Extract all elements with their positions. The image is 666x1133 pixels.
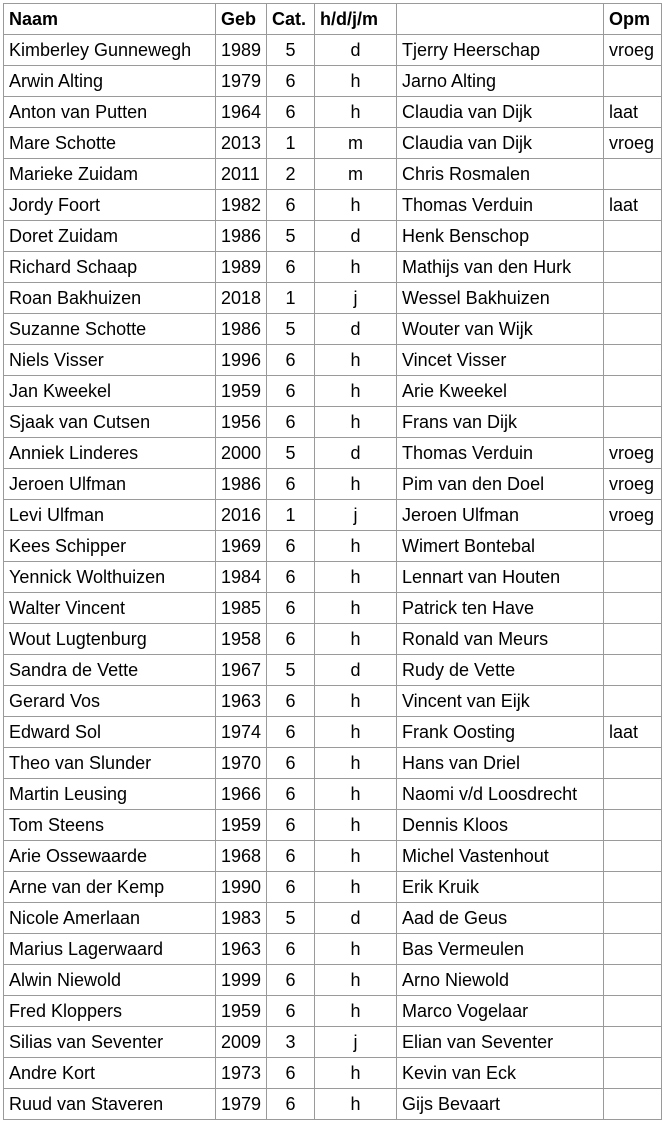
cell-naam: Arne van der Kemp (4, 872, 216, 903)
cell-geb: 1958 (216, 624, 267, 655)
cell-opm (604, 655, 662, 686)
table-row (4, 283, 662, 314)
cell-hdjm: h (315, 810, 397, 841)
cell-opm (604, 345, 662, 376)
cell-naam: Marieke Zuidam (4, 159, 216, 190)
cell-cat: 6 (267, 717, 315, 748)
cell-opm (604, 748, 662, 779)
cell-opm: laat (604, 717, 662, 748)
cell-opm (604, 283, 662, 314)
cell-hdjm: h (315, 872, 397, 903)
cell-companion: Frank Oosting (397, 717, 604, 748)
cell-companion: Thomas Verduin (397, 190, 604, 221)
cell-opm (604, 779, 662, 810)
cell-cat: 6 (267, 407, 315, 438)
cell-geb: 1969 (216, 531, 267, 562)
header-companion (397, 4, 604, 35)
cell-naam: Jeroen Ulfman (4, 469, 216, 500)
cell-geb: 1990 (216, 872, 267, 903)
cell-geb: 2018 (216, 283, 267, 314)
table-row (4, 438, 662, 469)
cell-opm (604, 965, 662, 996)
cell-opm (604, 376, 662, 407)
cell-naam: Arie Ossewaarde (4, 841, 216, 872)
table-row (4, 655, 662, 686)
cell-cat: 5 (267, 903, 315, 934)
cell-companion: Wimert Bontebal (397, 531, 604, 562)
cell-opm: laat (604, 190, 662, 221)
table-row (4, 841, 662, 872)
cell-opm (604, 624, 662, 655)
cell-hdjm: j (315, 500, 397, 531)
header-opm: Opm (604, 4, 662, 35)
cell-hdjm: h (315, 841, 397, 872)
cell-companion: Bas Vermeulen (397, 934, 604, 965)
header-hdjm: h/d/j/m (315, 4, 397, 35)
cell-geb: 1986 (216, 221, 267, 252)
cell-naam: Sjaak van Cutsen (4, 407, 216, 438)
cell-companion: Marco Vogelaar (397, 996, 604, 1027)
cell-naam: Ruud van Staveren (4, 1089, 216, 1120)
cell-opm (604, 872, 662, 903)
cell-opm (604, 996, 662, 1027)
table-row (4, 686, 662, 717)
cell-hdjm: h (315, 1058, 397, 1089)
cell-companion: Michel Vastenhout (397, 841, 604, 872)
table-row (4, 624, 662, 655)
cell-hdjm: m (315, 159, 397, 190)
cell-naam: Sandra de Vette (4, 655, 216, 686)
cell-cat: 6 (267, 810, 315, 841)
cell-hdjm: j (315, 283, 397, 314)
cell-naam: Niels Visser (4, 345, 216, 376)
table-row (4, 810, 662, 841)
cell-cat: 6 (267, 748, 315, 779)
cell-geb: 1989 (216, 35, 267, 66)
cell-geb: 1966 (216, 779, 267, 810)
cell-geb: 1974 (216, 717, 267, 748)
cell-companion: Gijs Bevaart (397, 1089, 604, 1120)
cell-cat: 6 (267, 624, 315, 655)
cell-companion: Lennart van Houten (397, 562, 604, 593)
cell-cat: 1 (267, 500, 315, 531)
cell-companion: Mathijs van den Hurk (397, 252, 604, 283)
cell-cat: 3 (267, 1027, 315, 1058)
cell-geb: 1979 (216, 1089, 267, 1120)
cell-naam: Richard Schaap (4, 252, 216, 283)
cell-cat: 6 (267, 190, 315, 221)
table-row (4, 748, 662, 779)
cell-companion: Vincet Visser (397, 345, 604, 376)
cell-geb: 2016 (216, 500, 267, 531)
cell-naam: Tom Steens (4, 810, 216, 841)
cell-cat: 1 (267, 283, 315, 314)
cell-opm (604, 531, 662, 562)
participants-table (3, 3, 662, 1120)
table-row (4, 779, 662, 810)
cell-naam: Mare Schotte (4, 128, 216, 159)
cell-naam: Theo van Slunder (4, 748, 216, 779)
cell-hdjm: d (315, 903, 397, 934)
table-row (4, 562, 662, 593)
cell-companion: Vincent van Eijk (397, 686, 604, 717)
cell-naam: Alwin Niewold (4, 965, 216, 996)
cell-geb: 1959 (216, 810, 267, 841)
cell-cat: 5 (267, 221, 315, 252)
cell-opm (604, 1089, 662, 1120)
cell-geb: 1964 (216, 97, 267, 128)
cell-cat: 5 (267, 35, 315, 66)
cell-companion: Rudy de Vette (397, 655, 604, 686)
cell-cat: 6 (267, 531, 315, 562)
table-row (4, 128, 662, 159)
cell-hdjm: h (315, 190, 397, 221)
cell-opm: vroeg (604, 500, 662, 531)
table-row (4, 903, 662, 934)
cell-hdjm: h (315, 252, 397, 283)
header-cat: Cat. (267, 4, 315, 35)
cell-opm (604, 841, 662, 872)
cell-naam: Wout Lugtenburg (4, 624, 216, 655)
cell-naam: Jan Kweekel (4, 376, 216, 407)
cell-geb: 2009 (216, 1027, 267, 1058)
cell-cat: 6 (267, 965, 315, 996)
cell-geb: 1982 (216, 190, 267, 221)
cell-hdjm: h (315, 376, 397, 407)
table-row (4, 717, 662, 748)
cell-hdjm: d (315, 438, 397, 469)
table-row (4, 376, 662, 407)
cell-cat: 1 (267, 128, 315, 159)
table-row (4, 35, 662, 66)
cell-geb: 1973 (216, 1058, 267, 1089)
cell-naam: Edward Sol (4, 717, 216, 748)
cell-hdjm: h (315, 1089, 397, 1120)
cell-hdjm: d (315, 221, 397, 252)
cell-naam: Doret Zuidam (4, 221, 216, 252)
cell-opm: vroeg (604, 469, 662, 500)
cell-geb: 2011 (216, 159, 267, 190)
table-row (4, 159, 662, 190)
cell-hdjm: h (315, 624, 397, 655)
cell-hdjm: d (315, 35, 397, 66)
cell-hdjm: h (315, 965, 397, 996)
cell-companion: Kevin van Eck (397, 1058, 604, 1089)
cell-companion: Jarno Alting (397, 66, 604, 97)
table-row (4, 872, 662, 903)
cell-opm (604, 934, 662, 965)
cell-naam: Martin Leusing (4, 779, 216, 810)
cell-companion: Erik Kruik (397, 872, 604, 903)
cell-hdjm: d (315, 314, 397, 345)
cell-naam: Andre Kort (4, 1058, 216, 1089)
cell-naam: Nicole Amerlaan (4, 903, 216, 934)
cell-companion: Patrick ten Have (397, 593, 604, 624)
cell-geb: 1967 (216, 655, 267, 686)
cell-geb: 1999 (216, 965, 267, 996)
cell-cat: 6 (267, 97, 315, 128)
cell-naam: Yennick Wolthuizen (4, 562, 216, 593)
cell-cat: 6 (267, 593, 315, 624)
cell-geb: 1989 (216, 252, 267, 283)
cell-hdjm: h (315, 469, 397, 500)
cell-naam: Kimberley Gunnewegh (4, 35, 216, 66)
cell-hdjm: d (315, 655, 397, 686)
cell-hdjm: m (315, 128, 397, 159)
cell-opm (604, 1058, 662, 1089)
cell-opm: vroeg (604, 35, 662, 66)
cell-opm: vroeg (604, 438, 662, 469)
cell-cat: 6 (267, 469, 315, 500)
cell-naam: Suzanne Schotte (4, 314, 216, 345)
cell-companion: Naomi v/d Loosdrecht (397, 779, 604, 810)
header-naam: Naam (4, 4, 216, 35)
cell-companion: Aad de Geus (397, 903, 604, 934)
cell-naam: Silias van Seventer (4, 1027, 216, 1058)
cell-cat: 2 (267, 159, 315, 190)
cell-cat: 6 (267, 562, 315, 593)
cell-geb: 1986 (216, 314, 267, 345)
cell-opm (604, 66, 662, 97)
cell-hdjm: h (315, 996, 397, 1027)
header-row (4, 4, 662, 35)
cell-hdjm: h (315, 531, 397, 562)
cell-hdjm: h (315, 407, 397, 438)
cell-hdjm: h (315, 934, 397, 965)
cell-opm (604, 159, 662, 190)
cell-companion: Tjerry Heerschap (397, 35, 604, 66)
cell-cat: 6 (267, 686, 315, 717)
cell-opm (604, 252, 662, 283)
cell-opm (604, 221, 662, 252)
table-row (4, 965, 662, 996)
cell-cat: 6 (267, 66, 315, 97)
table-row (4, 500, 662, 531)
table-row (4, 531, 662, 562)
cell-hdjm: h (315, 717, 397, 748)
cell-geb: 1956 (216, 407, 267, 438)
cell-cat: 6 (267, 252, 315, 283)
cell-companion: Elian van Seventer (397, 1027, 604, 1058)
cell-companion: Claudia van Dijk (397, 97, 604, 128)
cell-companion: Chris Rosmalen (397, 159, 604, 190)
cell-hdjm: h (315, 345, 397, 376)
cell-opm (604, 314, 662, 345)
cell-cat: 6 (267, 779, 315, 810)
table-row (4, 996, 662, 1027)
cell-hdjm: h (315, 686, 397, 717)
cell-naam: Arwin Alting (4, 66, 216, 97)
cell-naam: Kees Schipper (4, 531, 216, 562)
table-row (4, 345, 662, 376)
cell-companion: Claudia van Dijk (397, 128, 604, 159)
cell-hdjm: h (315, 779, 397, 810)
table-row (4, 934, 662, 965)
cell-companion: Wouter van Wijk (397, 314, 604, 345)
table-row (4, 1089, 662, 1120)
table-row (4, 190, 662, 221)
cell-cat: 5 (267, 438, 315, 469)
cell-opm: laat (604, 97, 662, 128)
table-row (4, 97, 662, 128)
cell-geb: 1963 (216, 686, 267, 717)
cell-cat: 6 (267, 1089, 315, 1120)
cell-companion: Jeroen Ulfman (397, 500, 604, 531)
cell-geb: 1970 (216, 748, 267, 779)
cell-cat: 6 (267, 872, 315, 903)
cell-geb: 1996 (216, 345, 267, 376)
cell-companion: Frans van Dijk (397, 407, 604, 438)
cell-cat: 6 (267, 345, 315, 376)
cell-cat: 5 (267, 314, 315, 345)
cell-opm (604, 903, 662, 934)
cell-cat: 6 (267, 1058, 315, 1089)
table-row (4, 314, 662, 345)
cell-companion: Arno Niewold (397, 965, 604, 996)
cell-companion: Henk Benschop (397, 221, 604, 252)
cell-geb: 1959 (216, 996, 267, 1027)
cell-cat: 6 (267, 376, 315, 407)
cell-geb: 1985 (216, 593, 267, 624)
cell-cat: 5 (267, 655, 315, 686)
table-row (4, 252, 662, 283)
cell-opm (604, 593, 662, 624)
cell-hdjm: j (315, 1027, 397, 1058)
cell-hdjm: h (315, 562, 397, 593)
cell-companion: Ronald van Meurs (397, 624, 604, 655)
cell-geb: 1979 (216, 66, 267, 97)
cell-naam: Walter Vincent (4, 593, 216, 624)
cell-geb: 2000 (216, 438, 267, 469)
cell-geb: 1983 (216, 903, 267, 934)
cell-naam: Roan Bakhuizen (4, 283, 216, 314)
cell-geb: 1959 (216, 376, 267, 407)
table-body (4, 35, 662, 1120)
cell-naam: Marius Lagerwaard (4, 934, 216, 965)
cell-cat: 6 (267, 996, 315, 1027)
table-row (4, 221, 662, 252)
cell-geb: 1968 (216, 841, 267, 872)
cell-hdjm: h (315, 748, 397, 779)
table-row (4, 469, 662, 500)
cell-naam: Anniek Linderes (4, 438, 216, 469)
table-row (4, 407, 662, 438)
cell-companion: Wessel Bakhuizen (397, 283, 604, 314)
cell-companion: Arie Kweekel (397, 376, 604, 407)
table-row (4, 593, 662, 624)
cell-cat: 6 (267, 841, 315, 872)
cell-naam: Jordy Foort (4, 190, 216, 221)
cell-companion: Thomas Verduin (397, 438, 604, 469)
cell-geb: 1986 (216, 469, 267, 500)
cell-opm: vroeg (604, 128, 662, 159)
cell-opm (604, 1027, 662, 1058)
cell-naam: Gerard Vos (4, 686, 216, 717)
cell-companion: Hans van Driel (397, 748, 604, 779)
cell-geb: 1963 (216, 934, 267, 965)
cell-cat: 6 (267, 934, 315, 965)
header-geb: Geb (216, 4, 267, 35)
cell-opm (604, 810, 662, 841)
cell-geb: 1984 (216, 562, 267, 593)
cell-opm (604, 686, 662, 717)
cell-geb: 2013 (216, 128, 267, 159)
cell-naam: Fred Kloppers (4, 996, 216, 1027)
cell-companion: Dennis Kloos (397, 810, 604, 841)
cell-opm (604, 407, 662, 438)
cell-naam: Levi Ulfman (4, 500, 216, 531)
table-row (4, 66, 662, 97)
cell-naam: Anton van Putten (4, 97, 216, 128)
table-row (4, 1027, 662, 1058)
cell-hdjm: h (315, 593, 397, 624)
table-row (4, 1058, 662, 1089)
cell-hdjm: h (315, 97, 397, 128)
cell-opm (604, 562, 662, 593)
cell-hdjm: h (315, 66, 397, 97)
cell-companion: Pim van den Doel (397, 469, 604, 500)
